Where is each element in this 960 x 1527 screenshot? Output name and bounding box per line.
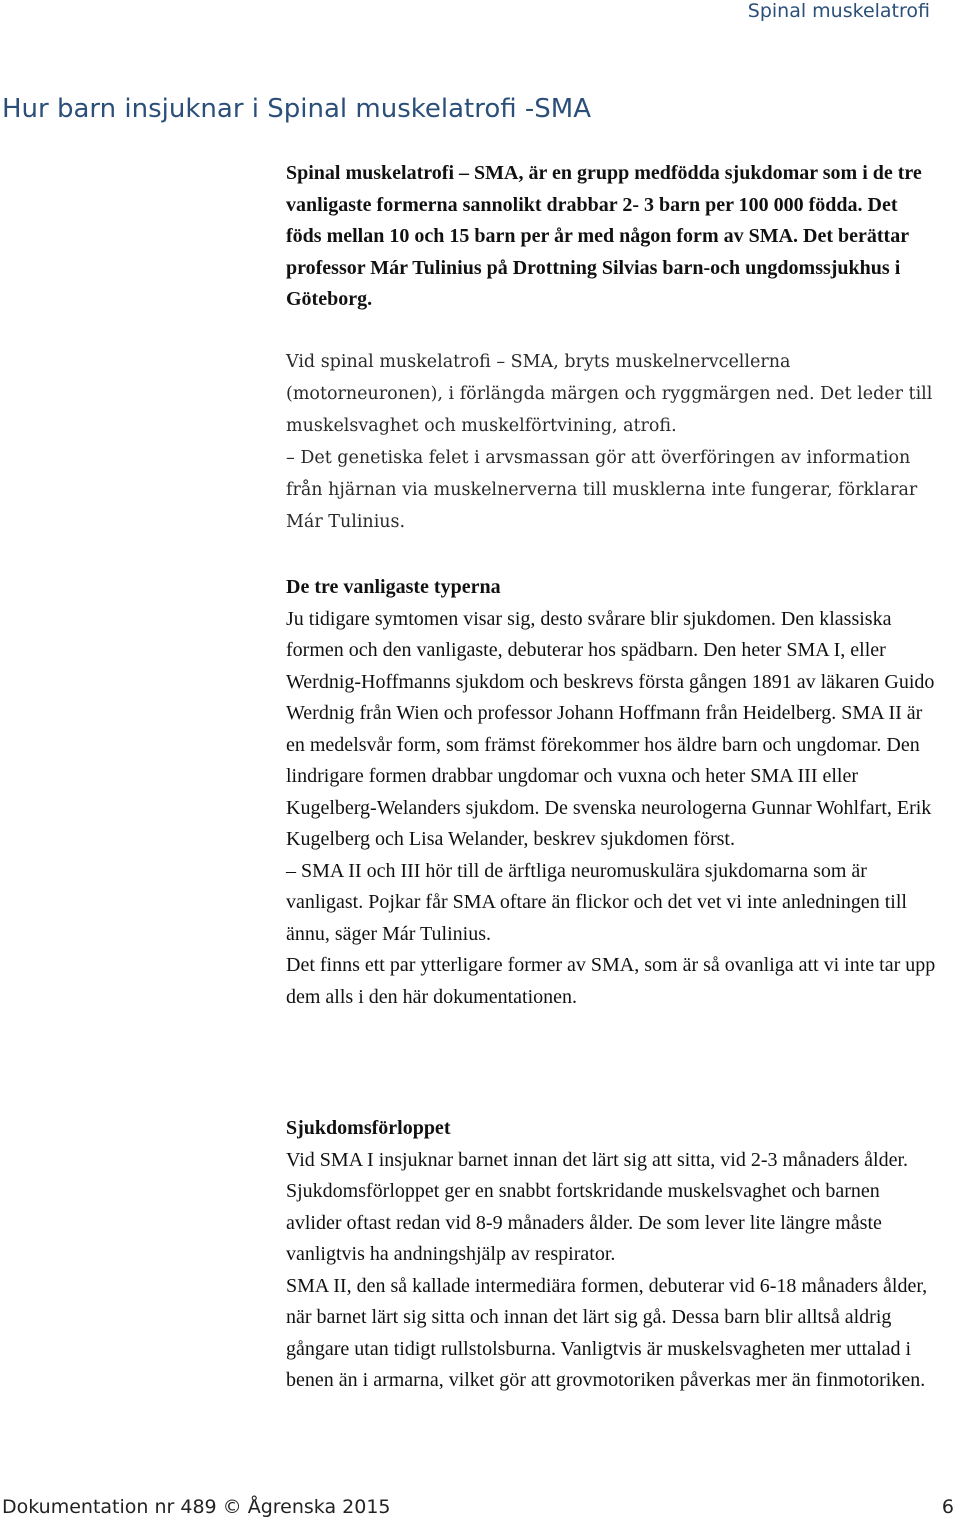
- quote-paragraph-2: – Det genetiska felet i arvsmassan gör att överföringen av information från hjärnan via muskelnerverna till musklerna inte fungerar, förklarar Már Tulinius.: [286, 448, 918, 532]
- section-course-heading: Sjukdomsförloppet: [286, 1117, 451, 1139]
- section-types: [286, 572, 936, 1013]
- section-types-paragraph-2: – SMA II och III hör till de ärftliga neuromuskulära sjukdomarna som är vanligast. Pojkar får SMA oftare än flickor och det vet vi inte anledningen till ännu, säger Már Tulinius.: [286, 859, 907, 945]
- section-types-paragraph-3: Det finns ett par ytterligare former av SMA, som är så ovanliga att vi inte tar upp dem alls i den här dokumentationen.: [286, 954, 936, 1008]
- quote-paragraph-1: Vid spinal muskelatrofi – SMA, bryts muskelnervcellerna (motorneuronen), i förlängda märgen och ryggmärgen ned. Det leder till muskelsvaghet och muskelförtvining, atrofi.: [286, 352, 933, 436]
- section-types-heading: De tre vanligaste typerna: [286, 576, 501, 598]
- page-number: 6: [941, 1496, 954, 1518]
- footer-text: Dokumentation nr 489 © Ågrenska 2015: [2, 1496, 391, 1518]
- section-course: [286, 1113, 936, 1397]
- section-types-paragraph-1: Ju tidigare symtomen visar sig, desto svårare blir sjukdomen. Den klassiska formen och den vanligaste, debuterar hos spädbarn. Den heter SMA I, eller Werdnig-Hoffmanns sjukdom och beskrevs första gången 1891 av läkaren Guido Werdnig från Wien och professor Johann Hoffmann från Heidelberg. SMA II är en medelsvår form, som främst förekommer hos äldre barn och ungdomar. Den lindrigare formen drabbar ungdomar och vuxna och heter SMA III eller Kugelberg-Welanders sjukdom. De svenska neurologerna Gunnar Wohlfart, Erik Kugelberg och Lisa Welander, beskrev sjukdomen först.: [286, 607, 935, 850]
- lead-paragraph: [286, 158, 936, 316]
- quote-block: [286, 346, 936, 538]
- running-header: Spinal muskelatrofi: [747, 0, 930, 22]
- section-course-paragraph-1: Vid SMA I insjuknar barnet innan det lärt sig att sitta, vid 2-3 månaders ålder. Sjukdomsförloppet ger en snabbt fortskridande muskelsvaghet och barnen avlider oftast redan vid 8-9 månaders ålder. De som lever lite längre måste vanligtvis ha andningshjälp av respirator.: [286, 1148, 909, 1265]
- page-title: Hur barn insjuknar i Spinal muskelatrofi -SMA: [2, 94, 591, 124]
- section-course-paragraph-2: SMA II, den så kallade intermediära formen, debuterar vid 6-18 månaders ålder, när barnet lärt sig sitta och innan det lärt sig gå. Dessa barn blir alltså aldrig gångare utan tidigt rullstolsburna. Vanligtvis är muskelsvagheten mer uttalad i benen än i armarna, vilket gör att grovmotoriken påverkas mer än finmotoriken.: [286, 1274, 928, 1391]
- lead-text: Spinal muskelatrofi – SMA, är en grupp medfödda sjukdomar som i de tre vanligaste formerna sannolikt drabbar 2- 3 barn per 100 000 födda. Det föds mellan 10 och 15 barn per år med någon form av SMA. Det berättar professor Már Tulinius på Drottning Silvias barn-och ungdomssjukhus i Göteborg.: [286, 162, 922, 310]
